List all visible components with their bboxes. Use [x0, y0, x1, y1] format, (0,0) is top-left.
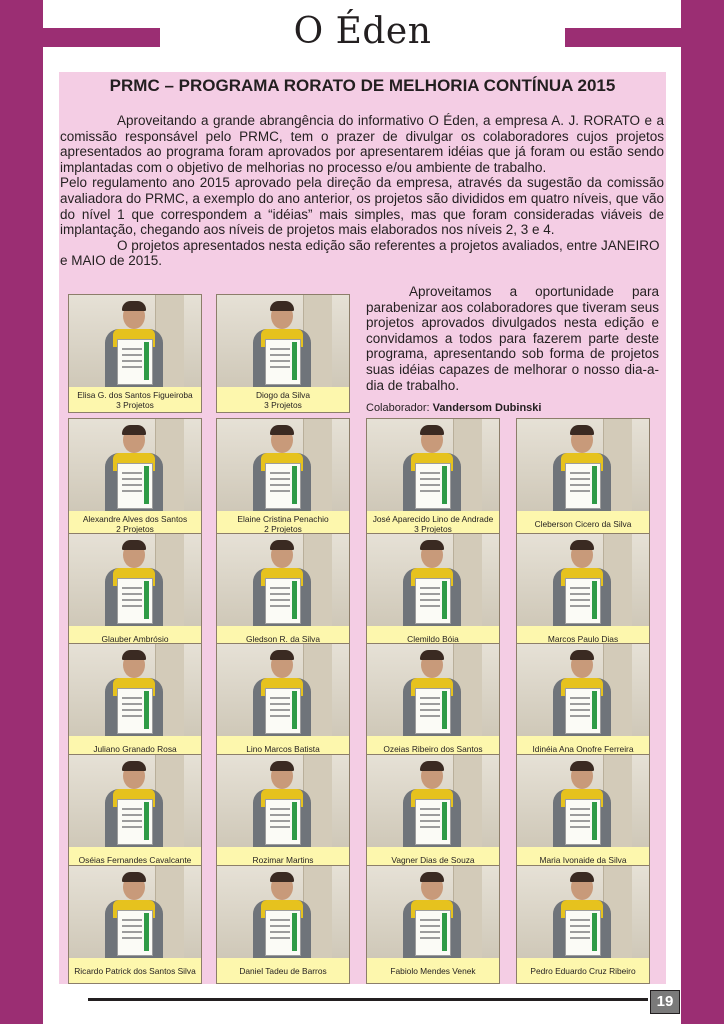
- employee-name: José Aparecido Lino de Andrade: [372, 513, 494, 524]
- employee-name: Elaine Cristina Penachio: [237, 513, 329, 524]
- employee-photo: [367, 419, 499, 511]
- employee-photo-card: [516, 418, 650, 537]
- employee-photo-card: [216, 418, 350, 537]
- employee-photo: [69, 419, 201, 511]
- employee-name: Lino Marcos Batista: [246, 743, 320, 754]
- employee-photo-card: [216, 865, 350, 984]
- intro-paragraph: O projetos apresentados nesta edição são referentes a projetos avaliados, entre JANEIRO e MAIO de 2015.: [60, 237, 660, 269]
- masthead-accent-left: [43, 28, 160, 47]
- article-headline: PRMC – PROGRAMA RORATO DE MELHORIA CONTÍNUA 2015: [109, 76, 616, 95]
- employee-photo-card: [516, 533, 650, 652]
- employee-name: Alexandre Alves dos Santos: [82, 513, 188, 524]
- employee-name: Vagner Dias de Souza: [391, 854, 475, 865]
- right-purple-border: [681, 0, 724, 1024]
- employee-name: Daniel Tadeu de Barros: [239, 965, 327, 976]
- employee-photo-card: [68, 533, 202, 652]
- employee-photo-card: [366, 754, 500, 873]
- employee-photo: [367, 755, 499, 847]
- employee-photo-card: [216, 754, 350, 873]
- employee-photo-card: [216, 533, 350, 652]
- employee-photo: [367, 534, 499, 626]
- employee-photo-card: [366, 865, 500, 984]
- masthead-accent-right: [565, 28, 681, 47]
- page-number: 19: [650, 990, 680, 1014]
- employee-photo-card: [366, 418, 500, 537]
- project-count: 3 Projetos: [116, 399, 154, 410]
- employee-photo: [69, 295, 201, 387]
- left-purple-border: [0, 0, 43, 1024]
- author-credit: [366, 401, 659, 415]
- project-count: 3 Projetos: [264, 399, 302, 410]
- employee-name: Gledson R. da Silva: [245, 633, 321, 644]
- employee-photo: [217, 755, 349, 847]
- photo-caption: [217, 387, 349, 412]
- article-body: [60, 113, 664, 269]
- employee-photo: [69, 534, 201, 626]
- employee-photo: [517, 755, 649, 847]
- newsletter-masthead: O Éden: [293, 11, 432, 52]
- employee-photo: [517, 644, 649, 736]
- employee-photo: [217, 534, 349, 626]
- employee-name: Idinéia Ana Onofre Ferreira: [532, 743, 634, 754]
- employee-photo-card: [68, 865, 202, 984]
- intro-paragraph: Pelo regulamento ano 2015 aprovado pela direção da empresa, através da sugestão da comissão avaliadora do PRMC, a exemplo do ano anterior, os projetos são divididos em quatro níveis, que vão do nível 1 que correspondem a “idéias” mais simples, mas que foram consideradas viáveis de implantação, chegando aos níveis de projetos mais elaborados nos níveis 2, 3 e 4.: [60, 175, 664, 238]
- employee-name: Fabiolo Mendes Venek: [390, 965, 476, 976]
- photo-caption: [217, 958, 349, 983]
- intro-paragraph: Aproveitando a grande abrangência do informativo O Éden, a empresa A. J. RORATO e a comissão responsável pelo PRMC, tem o prazer de divulgar os colaboradores cujos projetos apresentados ao programa foram aprovados por apresentarem idéias que já foram ou estão sendo implantadas com o objetivo de melhorias no processo e/ou ambiente de trabalho.: [60, 113, 664, 175]
- credit-label: Colaborador:: [366, 402, 430, 414]
- employee-photo-card: [68, 643, 202, 762]
- employee-name: Glauber Ambrósio: [101, 633, 169, 644]
- employee-photo: [517, 866, 649, 958]
- photo-caption: [517, 958, 649, 983]
- employee-photo-card: [216, 294, 350, 413]
- employee-photo-card: [68, 418, 202, 537]
- employee-photo-card: [68, 754, 202, 873]
- employee-name: Juliano Granado Rosa: [93, 743, 177, 754]
- employee-name: Ozeias Ribeiro dos Santos: [383, 743, 483, 754]
- employee-photo-card: [516, 643, 650, 762]
- employee-photo: [517, 534, 649, 626]
- employee-photo-card: [68, 294, 202, 413]
- employee-name: Cleberson Cicero da Silva: [534, 518, 632, 529]
- project-count: 2 Projetos: [116, 523, 154, 534]
- employee-name: Ricardo Patrick dos Santos Silva: [74, 965, 196, 976]
- employee-photo: [217, 419, 349, 511]
- employee-photo: [217, 644, 349, 736]
- employee-name: Rozimar Martins: [252, 854, 314, 865]
- employee-photo-card: [366, 533, 500, 652]
- employee-photo: [217, 295, 349, 387]
- project-count: 2 Projetos: [264, 523, 302, 534]
- employee-photo-card: [516, 754, 650, 873]
- footer-rule: [88, 998, 648, 1001]
- employee-name: Marcos Paulo Dias: [547, 633, 619, 644]
- photo-caption: [69, 387, 201, 412]
- employee-photo: [69, 644, 201, 736]
- employee-photo-card: [216, 643, 350, 762]
- employee-photo: [69, 755, 201, 847]
- employee-photo: [367, 866, 499, 958]
- employee-name: Oséias Fernandes Cavalcante: [78, 854, 192, 865]
- employee-photo-card: [366, 643, 500, 762]
- invitation-text: Aproveitamos a oportunidade para parabenizar aos colaboradores que tiveram seus projetos aprovados divulgados nesta edição e convidamos a todos para fazerem parte deste programa, apresentando sob forma de projetos suas idéias capazes de melhorar o nosso dia-a-dia de trabalho.: [366, 284, 659, 393]
- employee-photo: [69, 866, 201, 958]
- employee-photo: [517, 419, 649, 511]
- employee-name: Clemildo Bóia: [407, 633, 459, 644]
- employee-name: Pedro Eduardo Cruz Ribeiro: [530, 965, 636, 976]
- employee-name: Elisa G. dos Santos Figueiroba: [77, 389, 193, 400]
- photo-caption: [367, 958, 499, 983]
- employee-photo: [217, 866, 349, 958]
- employee-photo-card: [516, 865, 650, 984]
- employee-photo: [367, 644, 499, 736]
- photo-caption: [69, 958, 201, 983]
- employee-name: Maria Ivonaide da Silva: [539, 854, 627, 865]
- credit-author-name: Vandersom Dubinski: [432, 402, 542, 414]
- project-count: 3 Projetos: [414, 523, 452, 534]
- employee-name: Diogo da Silva: [255, 389, 310, 400]
